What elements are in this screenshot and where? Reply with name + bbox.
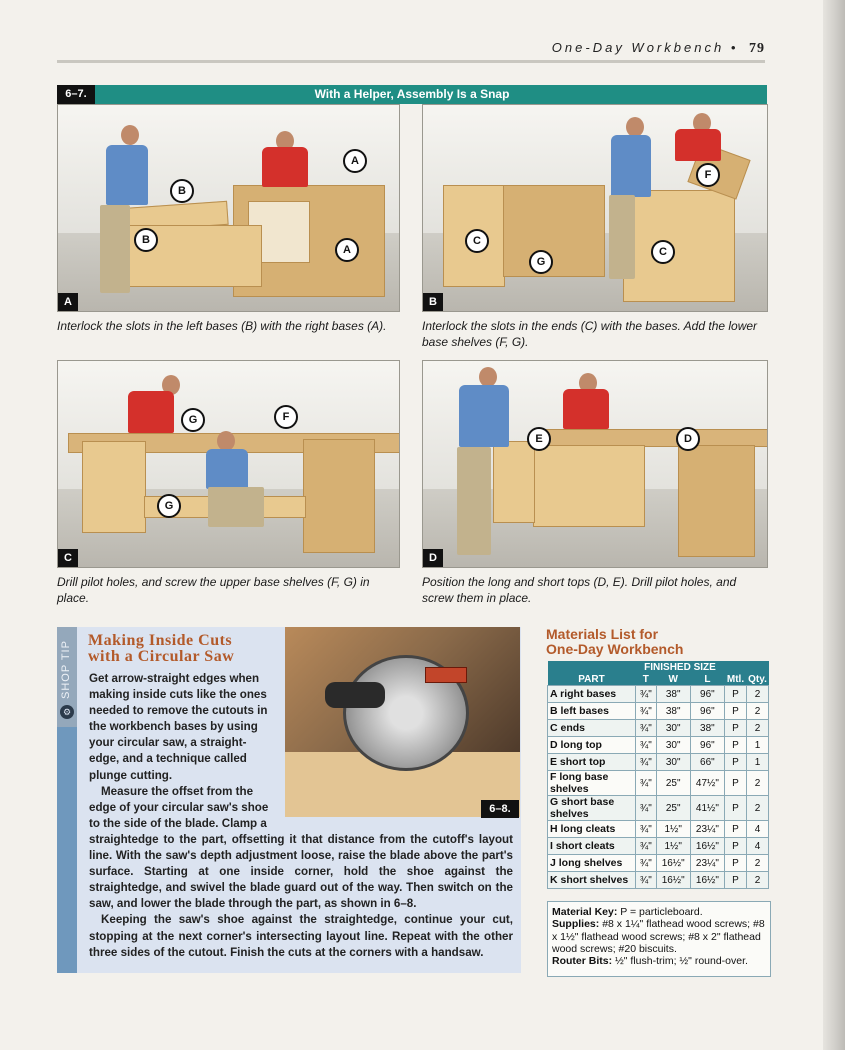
dimension-cell: P xyxy=(725,838,747,855)
dimension-cell: 96" xyxy=(690,686,724,703)
caption-b: Interlock the slots in the ends (C) with the bases. Add the lower base shelves (F, G). xyxy=(422,319,758,349)
part-name-cell: F long base shelves xyxy=(548,771,636,796)
dimension-cell: 4 xyxy=(747,821,769,838)
part-name-cell: E short top xyxy=(548,754,636,771)
supplies-text: #8 x 1¼" flathead wood screws; #8 x 1½" flathead wood screws; #8 x 2" flathead wood screws; #20 biscuits. xyxy=(552,918,765,955)
dimension-cell: 16½" xyxy=(690,872,724,889)
callout-a-1: A xyxy=(343,149,367,173)
finished-size-header: FINISHED SIZE xyxy=(636,661,725,673)
figure-title: With a Helper, Assembly Is a Snap xyxy=(314,87,510,101)
shop-tip-p2-l3: to the side of the blade. Clamp a xyxy=(89,816,267,830)
dimension-cell: 38" xyxy=(656,686,690,703)
dimension-cell: P xyxy=(725,737,747,754)
shop-tip-p1-l4: the workbench bases by using xyxy=(89,720,258,734)
shop-tip-p1-l1: Get arrow-straight edges when xyxy=(89,672,260,685)
col-mtl: Mtl. xyxy=(725,673,747,686)
page-spine-shadow xyxy=(823,0,845,1050)
dimension-cell: 66" xyxy=(690,754,724,771)
callout-f: F xyxy=(274,405,298,429)
dimension-cell: 2 xyxy=(747,796,769,821)
materials-body xyxy=(548,686,769,889)
router-text: ½" flush-trim; ½" round-over. xyxy=(615,955,748,968)
circular-saw-photo xyxy=(285,627,520,817)
part-name-cell: I short cleats xyxy=(548,838,636,855)
col-t: T xyxy=(636,673,657,686)
callout-c-2: C xyxy=(651,240,675,264)
router-label: Router Bits: xyxy=(552,955,613,968)
shop-tip-p2-l1: Measure the offset from the xyxy=(101,784,254,798)
col-part: PART xyxy=(548,673,636,686)
dimension-cell: P xyxy=(725,720,747,737)
dimension-cell: 30" xyxy=(656,754,690,771)
dimension-cell: ¾" xyxy=(636,703,657,720)
photo-d xyxy=(422,360,768,568)
figure-number: 6–7. xyxy=(57,85,95,104)
materials-row xyxy=(548,686,769,703)
part-name-cell: D long top xyxy=(548,737,636,754)
dimension-cell: 47½" xyxy=(690,771,724,796)
dimension-cell: 25" xyxy=(656,796,690,821)
dimension-cell: 1 xyxy=(747,737,769,754)
dimension-cell: 1 xyxy=(747,754,769,771)
saw-brand-plate xyxy=(425,667,467,683)
dimension-cell: ¾" xyxy=(636,754,657,771)
dimension-cell: 16½" xyxy=(656,855,690,872)
photo-b xyxy=(422,104,768,312)
dimension-cell: 2 xyxy=(747,720,769,737)
callout-g-1: G xyxy=(181,408,205,432)
dimension-cell: ¾" xyxy=(636,771,657,796)
shop-tip-p3: Keeping the saw's shoe against the straightedge, continue your cut, stopping at the next corner's intersecting layout line. Repeat with the other three sides of the cutout. Finish the cuts at the corners with a handsaw. xyxy=(89,913,513,959)
shop-tip-label: SHOP TIP xyxy=(60,640,72,700)
materials-key xyxy=(547,901,771,977)
materials-title-line-1: Materials List for xyxy=(546,626,659,642)
callout-a-2: A xyxy=(335,238,359,262)
dimension-cell: 96" xyxy=(690,737,724,754)
callout-g-2: G xyxy=(157,494,181,518)
part-name-cell: B left bases xyxy=(548,703,636,720)
dimension-cell: P xyxy=(725,703,747,720)
dimension-cell: 23¼" xyxy=(690,821,724,838)
dimension-cell: 1½" xyxy=(656,838,690,855)
shop-tip-title-line-2: with a Circular Saw xyxy=(88,648,235,665)
materials-row xyxy=(548,838,769,855)
wrench-icon: ⚙ xyxy=(60,705,74,719)
dimension-cell: 16½" xyxy=(656,872,690,889)
materials-row xyxy=(548,821,769,838)
shop-tip-title-line-1: Making Inside Cuts xyxy=(88,632,233,649)
photo-label-b: B xyxy=(423,293,443,311)
dimension-cell: P xyxy=(725,796,747,821)
caption-d: Position the long and short tops (D, E). Drill pilot holes, and screw them in place. xyxy=(422,575,737,605)
running-head xyxy=(552,40,765,57)
saw-handle xyxy=(325,682,385,708)
callout-b-1: B xyxy=(170,179,194,203)
caption-a: Interlock the slots in the left bases (B) with the right bases (A). xyxy=(57,319,387,333)
photo-label-a: A xyxy=(58,293,78,311)
materials-table xyxy=(547,661,769,889)
key-text: P = particleboard. xyxy=(620,906,703,918)
shop-tip-p1-l7: plunge cutting. xyxy=(89,768,173,782)
materials-row xyxy=(548,754,769,771)
dimension-cell: ¾" xyxy=(636,720,657,737)
callout-e: E xyxy=(527,427,551,451)
dimension-cell: 2 xyxy=(747,855,769,872)
dimension-cell: 2 xyxy=(747,872,769,889)
dimension-cell: 38" xyxy=(656,703,690,720)
col-qty: Qty. xyxy=(748,673,767,685)
dimension-cell: 2 xyxy=(747,686,769,703)
dimension-cell: 16½" xyxy=(690,838,724,855)
photo-c xyxy=(57,360,400,568)
dimension-cell: 23¼" xyxy=(690,855,724,872)
materials-row xyxy=(548,737,769,754)
dimension-cell: P xyxy=(725,754,747,771)
dimension-cell: 2 xyxy=(747,771,769,796)
materials-header-row-2 xyxy=(548,673,769,686)
header-bullet: • xyxy=(730,40,739,55)
part-name-cell: G short base shelves xyxy=(548,796,636,821)
part-name-cell: K short shelves xyxy=(548,872,636,889)
key-label: Material Key: xyxy=(552,906,618,918)
part-name-cell: J long shelves xyxy=(548,855,636,872)
shop-tip-title xyxy=(88,633,288,665)
dimension-cell: ¾" xyxy=(636,737,657,754)
col-l: L xyxy=(690,673,724,686)
dimension-cell: 41½" xyxy=(690,796,724,821)
running-title: One-Day Workbench xyxy=(551,40,725,55)
callout-g: G xyxy=(529,250,553,274)
dimension-cell: P xyxy=(725,821,747,838)
shop-tip-p2-l2: edge of your circular saw's shoe xyxy=(89,800,269,814)
caption-c: Drill pilot holes, and screw the upper base shelves (F, G) in place. xyxy=(57,575,370,605)
dimension-cell: ¾" xyxy=(636,838,657,855)
dimension-cell: 30" xyxy=(656,737,690,754)
col-w: W xyxy=(656,673,690,686)
callout-f: F xyxy=(696,163,720,187)
callout-d: D xyxy=(676,427,700,451)
dimension-cell: 4 xyxy=(747,838,769,855)
dimension-cell: P xyxy=(725,855,747,872)
shop-tip-p1-l5: your circular saw, a straight- xyxy=(89,736,247,750)
dimension-cell: 96" xyxy=(690,703,724,720)
shop-tip-p1-l2: making inside cuts like the ones xyxy=(89,688,267,702)
dimension-cell: ¾" xyxy=(636,821,657,838)
materials-row xyxy=(548,771,769,796)
dimension-cell: 1½" xyxy=(656,821,690,838)
page-number: 79 xyxy=(749,41,765,56)
dimension-cell: ¾" xyxy=(636,855,657,872)
photo-a xyxy=(57,104,400,312)
materials-title-line-2: One-Day Workbench xyxy=(546,641,684,657)
figure-6-8-label: 6–8. xyxy=(481,800,519,818)
materials-row xyxy=(548,855,769,872)
part-name-cell: H long cleats xyxy=(548,821,636,838)
shop-tip-p1-l6: edge, and a technique called xyxy=(89,752,247,766)
dimension-cell: P xyxy=(725,771,747,796)
materials-title xyxy=(546,627,766,657)
dimension-cell: P xyxy=(725,686,747,703)
supplies-label: Supplies: xyxy=(552,918,600,931)
dimension-cell: 25" xyxy=(656,771,690,796)
header-rule xyxy=(57,60,765,63)
callout-b-2: B xyxy=(134,228,158,252)
materials-row xyxy=(548,720,769,737)
materials-row xyxy=(548,796,769,821)
materials-header-row-1 xyxy=(548,661,769,673)
photo-label-c: C xyxy=(58,549,78,567)
part-name-cell: A right bases xyxy=(548,686,636,703)
shop-tip-p2-rest: straightedge to the part, offsetting it that distance from the cutoff's layout line. With the saw's depth adjustment loose, raise the blade above the part's surface. Starting at one inside corner, hold the shoe against the straightedge, and swivel the blade guard out of the way. Then switch on the saw, and lower the blade through the part, as shown in 6–8. xyxy=(89,832,513,911)
dimension-cell: 30" xyxy=(656,720,690,737)
dimension-cell: 38" xyxy=(690,720,724,737)
callout-c-1: C xyxy=(465,229,489,253)
materials-row xyxy=(548,703,769,720)
part-name-cell: C ends xyxy=(548,720,636,737)
dimension-cell: ¾" xyxy=(636,686,657,703)
dimension-cell: 2 xyxy=(747,703,769,720)
dimension-cell: P xyxy=(725,872,747,889)
dimension-cell: ¾" xyxy=(636,796,657,821)
figure-title-bar xyxy=(57,85,767,104)
photo-label-d: D xyxy=(423,549,443,567)
shop-tip-p1-l3: needed to remove the cutouts in xyxy=(89,704,268,718)
dimension-cell: ¾" xyxy=(636,872,657,889)
materials-row xyxy=(548,872,769,889)
